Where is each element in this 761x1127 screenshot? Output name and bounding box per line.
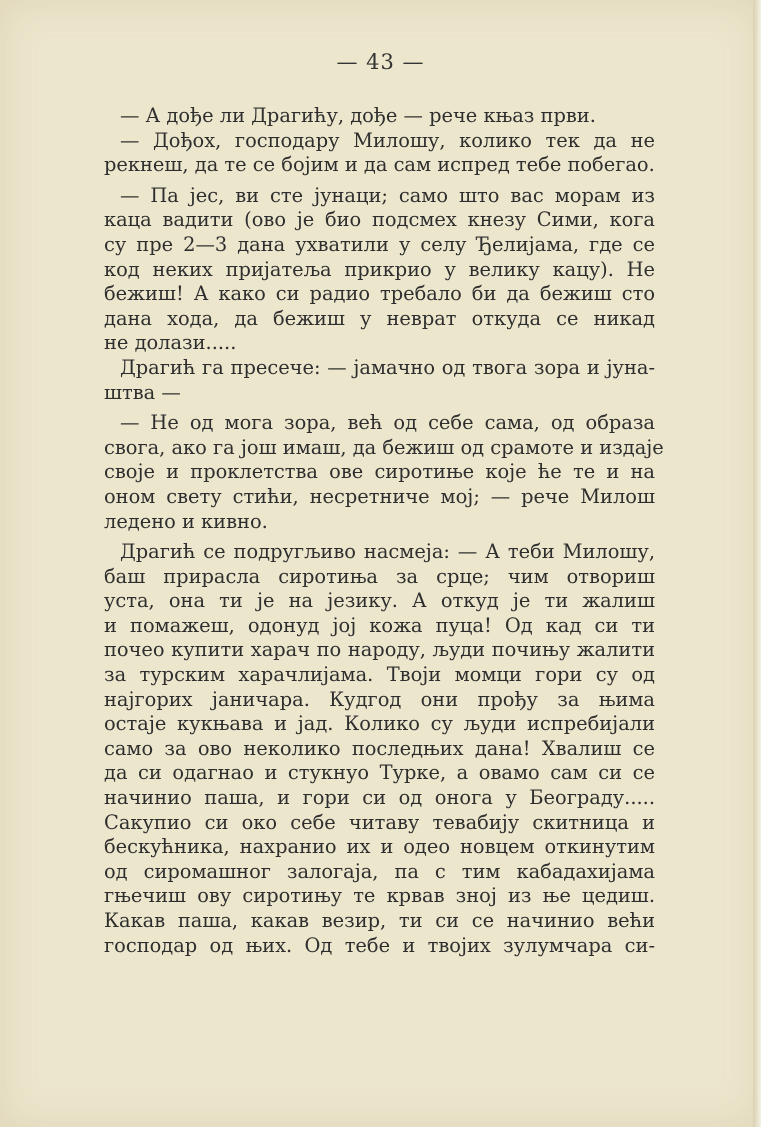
text-line: штва —: [104, 380, 181, 404]
text-line: дана хода, да бежиш у неврат откуда се никад: [104, 306, 655, 330]
text-line: не долази.....: [104, 331, 237, 355]
text-line: ледено и кивно.: [104, 509, 268, 533]
text-line: оном свету стићи, несретниче мој; — рече Милош: [104, 484, 655, 508]
text-line: баш прирасла сиротиња за срце; чим отвориш: [104, 564, 655, 588]
text-line: почео купити харач по народу, људи почињу жалити: [104, 638, 655, 662]
page-edge: [753, 0, 761, 1127]
text-line: код неких пријатеља прикрио у велику кацу). Не: [104, 257, 655, 281]
text-line: само за ово неколико последњих дана! Хвалиш се: [104, 736, 655, 760]
text-line: од сиромашног залогаја, па с тим кабадахијама: [104, 859, 655, 883]
text-line: Драгић се подругљиво насмеја: — А теби Милошу,: [120, 540, 655, 564]
text-line: — Па јес, ви сте јунаци; само што вас морам из: [120, 183, 655, 207]
text-line: своје и проклетства ове сиротиње које ће те и на: [104, 460, 655, 484]
page-number: — 43 —: [336, 50, 425, 74]
text-line: — Дођох, господару Милошу, колико тек да не: [120, 128, 655, 152]
text-line: и помажеш, одонуд јој кожа пуца! Од кад си ти: [104, 613, 655, 637]
text-line: рекнеш, да те се бојим и да сам испред тебе побегао.: [104, 153, 655, 177]
text-line: начинио паша, и гори си од онога у Београду.....: [104, 786, 655, 810]
text-line: каца вадити (ово је био подсмех кнезу Сими, кога: [104, 208, 655, 232]
text-line: Драгић га пресече: — јамачно од твога зора и јуна-: [120, 355, 655, 379]
text-line: бескућника, нахранио их и одео новцем откинутим: [104, 835, 655, 859]
text-line: свога, ако га још имаш, да бежиш од срамоте и издаје: [104, 435, 664, 459]
text-line: бежиш! А како си радио требало би да бежиш сто: [104, 282, 655, 306]
text-line: најгорих јаничара. Кудгод они прођу за њима: [104, 687, 655, 711]
text-line: за турским харачлијама. Твоји момци гори су од: [104, 663, 655, 687]
text-line: — А дође ли Драгићу, дође — рече књаз први.: [120, 104, 596, 127]
text-line: Какав паша, какав везир, ти си се начинио већи: [104, 909, 655, 932]
text-line: господар од њих. Од тебе и твојих зулумчара си-: [104, 933, 655, 957]
text-line: Сакупио си око себе читаву тевабију скитница и: [104, 810, 655, 834]
body-text: [104, 104, 664, 958]
text-line: гњечиш ову сиротињу те крвав зној из ње цедиш.: [104, 884, 655, 908]
text-line: — Не од мога зора, већ од себе сама, од образа: [120, 411, 655, 435]
text-line: да си одагнао и стукнуо Турке, а овамо сам си се: [104, 761, 655, 785]
text-line: су пре 2—3 дана ухватили у селу Ђелијама, где се: [104, 232, 655, 256]
text-line: остаје кукњава и јад. Колико су људи испребијали: [104, 712, 655, 736]
text-line: уста, она ти је на језику. А откуд је ти жалиш: [104, 589, 655, 613]
